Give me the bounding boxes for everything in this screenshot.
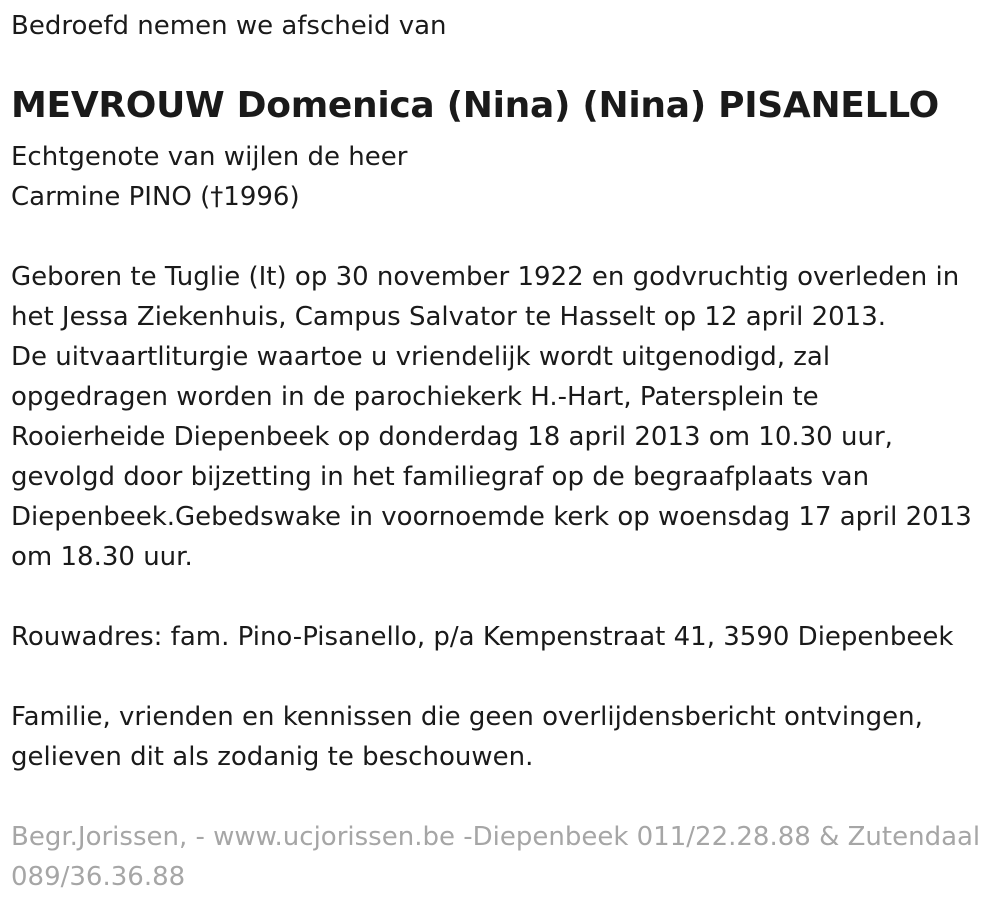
intro-text: Bedroefd nemen we afscheid van (11, 11, 447, 41)
details-line-1: Geboren te Tuglie (It) op 30 november 1922 en godvruchtig overleden in (11, 262, 960, 292)
deceased-name: MEVROUW Domenica (Nina) (Nina) PISANELLO (11, 85, 939, 126)
notice-line-2: gelieven dit als zodanig te beschouwen. (11, 742, 534, 772)
details-line-6: gevolgd door bijzetting in het familiegraf op de begraafplaats van (11, 462, 870, 492)
mourning-address: Rouwadres: fam. Pino-Pisanello, p/a Kempenstraat 41, 3590 Diepenbeek (11, 622, 954, 652)
spouse-section (11, 137, 407, 217)
footer-line-2: 089/36.36.88 (11, 862, 186, 892)
details-line-5: Rooierheide Diepenbeek op donderdag 18 april 2013 om 10.30 uur, (11, 422, 893, 452)
details-line-3: De uitvaartliturgie waartoe u vriendelijk wordt uitgenodigd, zal (11, 342, 831, 372)
funeral-details (11, 257, 991, 577)
family-notice (11, 697, 923, 777)
details-line-7: Diepenbeek.Gebedswake in voornoemde kerk op woensdag 17 april 2013 (11, 502, 972, 532)
details-line-8: om 18.30 uur. (11, 542, 193, 572)
details-line-4: opgedragen worden in de parochiekerk H.-Hart, Patersplein te (11, 382, 819, 412)
details-line-2: het Jessa Ziekenhuis, Campus Salvator te Hasselt op 12 april 2013. (11, 302, 887, 332)
spouse-line-2: Carmine PINO (†1996) (11, 182, 300, 212)
funeral-home-footer (11, 817, 980, 897)
footer-line-1: Begr.Jorissen, - www.ucjorissen.be -Diepenbeek 011/22.28.88 & Zutendaal (11, 822, 981, 852)
spouse-line-1: Echtgenote van wijlen de heer (11, 142, 408, 172)
notice-line-1: Familie, vrienden en kennissen die geen overlijdensbericht ontvingen, (11, 702, 923, 732)
